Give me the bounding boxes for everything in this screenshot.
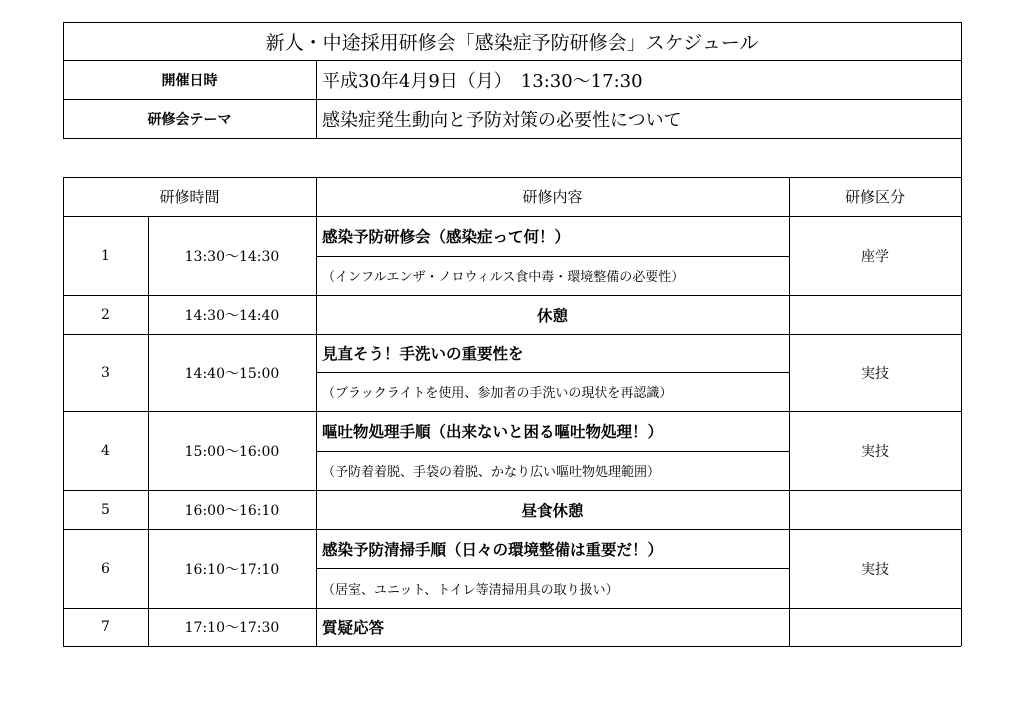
row-number: 7: [101, 619, 110, 635]
row-time: 17:10～17:30: [184, 620, 280, 636]
row-main-content: 昼食休憩: [521, 500, 584, 520]
row-time: 14:30～14:40: [184, 307, 280, 324]
theme-label: 研修会テーマ: [147, 111, 232, 128]
row-time: 16:10～17:10: [184, 561, 280, 578]
date-value: 平成30年4月9日（月） 13:30～17:30: [322, 70, 643, 92]
row-main-content: 休憩: [536, 305, 568, 325]
row-number: 4: [101, 442, 110, 459]
row-number: 1: [101, 247, 110, 264]
column-header-time: 研修時間: [159, 188, 220, 206]
theme-value: 感染症発生動向と予防対策の必要性について: [322, 109, 682, 131]
row-category: 実技: [861, 365, 889, 382]
row-time: 15:00～16:00: [184, 443, 280, 460]
row-time: 16:00～16:10: [184, 502, 280, 519]
page-title: 新人・中途採用研修会「感染症予防研修会」スケジュール: [265, 31, 759, 54]
row-main-content: 感染予防清掃手順（日々の環境整備は重要だ！）: [322, 539, 664, 559]
row-category: 実技: [861, 561, 889, 578]
row-number: 3: [101, 364, 110, 381]
row-sub-content: （インフルエンザ・ノロウィルス食中毒・環境整備の必要性）: [322, 270, 685, 285]
row-sub-content: （予防着着脱、手袋の着脱、かなり広い嘔吐物処理範囲）: [322, 465, 661, 480]
row-category: 座学: [861, 248, 889, 265]
row-sub-content: （居室、ユニット、トイレ等清掃用具の取り扱い）: [322, 582, 619, 598]
row-main-content: 見直そう！手洗いの重要性を: [322, 344, 524, 363]
row-number: 5: [101, 501, 110, 518]
row-main-content: 感染予防研修会（感染症って何！）: [322, 227, 571, 246]
column-header-category: 研修区分: [844, 188, 905, 206]
column-header-content: 研修内容: [522, 188, 583, 206]
row-time: 14:40～15:00: [184, 365, 280, 382]
row-number: 6: [101, 560, 110, 577]
date-label: 開催日時: [161, 72, 218, 89]
row-category: 実技: [861, 443, 889, 460]
row-time: 13:30～14:30: [184, 248, 280, 265]
row-number: 2: [101, 306, 110, 323]
row-main-content: 質疑応答: [322, 618, 385, 637]
row-sub-content: （ブラックライトを使用、参加者の手洗いの現状を再認識）: [322, 386, 673, 401]
row-main-content: 嘔吐物処理手順（出来ないと困る嘔吐物処理！）: [322, 422, 664, 441]
